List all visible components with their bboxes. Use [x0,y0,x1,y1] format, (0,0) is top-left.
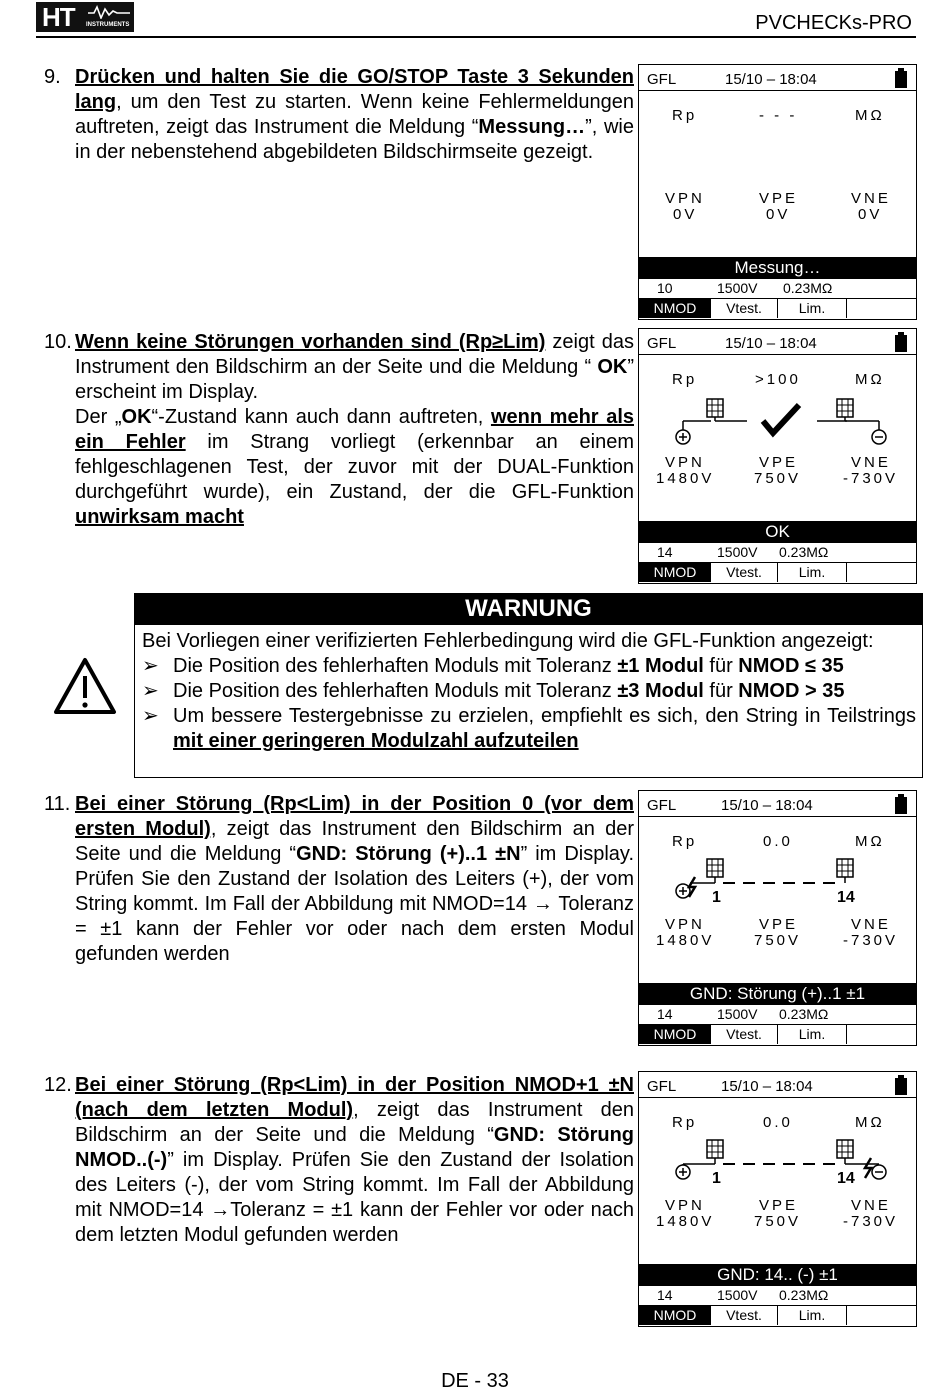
string-diagram-fault-minus [639,1072,918,1202]
datetime-label: 15/10 – 18:04 [725,71,817,88]
minus-terminal-icon [872,1165,886,1179]
check-icon [763,405,799,433]
rp-unit: MΩ [855,1114,885,1131]
rp-value: 0.0 [763,1114,793,1131]
vpe-value: 750V [754,470,802,487]
mode-label: GFL [647,1078,677,1095]
rp-value: >100 [755,371,801,388]
arrow-bullet-icon: ➢ [142,705,159,727]
vtest-value: 1500V [717,544,758,560]
string-diagram-fault-plus [639,791,918,921]
vtest-softkey[interactable]: Vtest. [711,299,778,318]
vne-value: 0V [858,206,883,223]
step-11 [44,792,634,967]
rp-label: Rp [672,371,698,388]
step-number: 11. [44,793,71,815]
lim-softkey[interactable]: Lim. [778,299,847,318]
warning-item: ➢ Um bessere Testergebnisse zu erzielen, empfiehlt es sich, den String in Teilstrings mit einer geringeren Modulzahl aufzuteilen [142,705,916,752]
rp-unit: MΩ [855,107,885,124]
vne-value: -730V [843,1213,899,1230]
pv-module-icon [837,859,853,883]
vpe-value: 750V [754,932,802,949]
rp-label: Rp [672,1114,698,1131]
pv-module-icon [837,1140,853,1164]
nmod-value: 14 [657,1006,673,1022]
pv-module-icon [707,399,723,421]
logo-subtitle: INSTRUMENTS [86,22,130,28]
rp-value: 0.0 [763,833,793,850]
instrument-screen-ok [638,328,917,584]
screen-header [639,65,916,91]
pv-module-icon [837,399,853,421]
status-message: GND: 14.. (-) ±1 [639,1264,916,1285]
vne-label: VNE [851,916,891,933]
lim-value: 0.23MΩ [779,1006,829,1022]
function-keys [639,1024,916,1045]
mode-label: GFL [647,335,677,352]
logo-text: HT [42,2,75,32]
warning-box [134,625,923,778]
rp-unit: MΩ [855,371,885,388]
vtest-value: 1500V [717,1287,758,1303]
vpn-value: 1480V [656,470,715,487]
status-message: Messung… [639,257,916,278]
status-message: OK [639,521,916,542]
rp-value: - - - [759,107,798,124]
nmod-value: 14 [657,544,673,560]
vpe-label: VPE [759,190,799,207]
lim-softkey[interactable]: Lim. [778,1025,847,1044]
step-9 [44,65,634,165]
waveform-icon [88,5,130,19]
nmod-value: 10 [657,280,673,296]
datetime-label: 15/10 – 18:04 [721,1078,813,1095]
first-module-number: 1 [712,889,721,906]
ht-logo [36,2,134,32]
vtest-softkey[interactable]: Vtest. [711,563,778,582]
vpn-label: VPN [665,1197,705,1214]
vpn-value: 1480V [656,932,715,949]
vtest-softkey[interactable]: Vtest. [711,1306,778,1325]
lim-softkey[interactable]: Lim. [778,563,847,582]
minus-terminal-icon [872,430,886,444]
pv-module-icon [707,1140,723,1164]
vtest-value: 1500V [717,280,758,296]
instrument-screen-fault-plus [638,790,917,1046]
nmod-softkey[interactable]: NMOD [639,299,711,318]
vpn-value: 0V [673,206,698,223]
vpn-label: VPN [665,454,705,471]
nmod-softkey[interactable]: NMOD [639,1025,711,1044]
rp-label: Rp [672,107,698,124]
function-keys [639,562,916,583]
header-divider [36,36,916,38]
vtest-value: 1500V [717,1006,758,1022]
plus-terminal-icon [676,1165,690,1179]
parameter-row [639,1004,916,1024]
lim-softkey[interactable]: Lim. [778,1306,847,1325]
page-number: DE - 33 [441,1370,509,1392]
warning-item: ➢ Die Position des fehlerhaften Moduls mit Toleranz ±1 Modul für NMOD ≤ 35 [142,655,844,677]
warning-item: ➢ Die Position des fehlerhaften Moduls mit Toleranz ±3 Modul für NMOD > 35 [142,680,845,702]
vne-label: VNE [851,1197,891,1214]
datetime-label: 15/10 – 18:04 [721,797,813,814]
vne-label: VNE [851,190,891,207]
battery-icon [894,68,908,88]
vpn-value: 1480V [656,1213,715,1230]
lim-value: 0.23MΩ [779,544,829,560]
nmod-softkey[interactable]: NMOD [639,1306,711,1325]
vpe-label: VPE [759,1197,799,1214]
vne-value: -730V [843,932,899,949]
vtest-softkey[interactable]: Vtest. [711,1025,778,1044]
instrument-screen-fault-minus [638,1071,917,1327]
lim-value: 0.23MΩ [783,280,833,296]
lim-value: 0.23MΩ [779,1287,829,1303]
vne-label: VNE [851,454,891,471]
warning-title: WARNUNG [134,593,923,625]
step-10 [44,330,634,530]
arrow-bullet-icon: ➢ [142,680,159,702]
arrow-bullet-icon: ➢ [142,655,159,677]
mode-label: GFL [647,797,677,814]
vpn-label: VPN [665,916,705,933]
plus-terminal-icon [676,884,690,898]
step-text: Bei einer Störung (Rp<Lim) in der Position 0 (vor dem ersten Modul), zeigt das Instrument den Bildschirm an der Seite und die Meldung “GND: Störung (+)..1 ±N” im Display. Prüfen Sie den Zustand der Isolation des Leiters (+), der vom String kommt. Im Fall der Abbildung mit NMOD=14 → Toleranz = ±1 kann der Fehler vor oder nach dem ersten Modul gefunden werden [75,793,635,965]
last-module-number: 14 [837,889,855,906]
nmod-softkey[interactable]: NMOD [639,563,711,582]
step-text: Bei einer Störung (Rp<Lim) in der Position NMOD+1 ±N (nach dem letzten Modul), zeigt das Instrument den Bildschirm an der Seite und die Meldung “GND: Störung NMOD..(-)” im Display. Prüfen Sie den Zustand der Isolation des Leiters (-), der vom String kommt. Im Fall der Abbildung mit NMOD=14 →Toleranz = ±1 kann der Fehler vor oder nach dem letzten Modul gefunden werden [75,1074,634,1246]
document-title: PVCHECKs-PRO [755,12,912,34]
datetime-label: 15/10 – 18:04 [725,335,817,352]
plus-terminal-icon [676,430,690,444]
function-keys [639,298,916,319]
vpn-label: VPN [665,190,705,207]
vpe-value: 750V [754,1213,802,1230]
rp-unit: MΩ [855,833,885,850]
warning-triangle-icon [52,656,118,716]
fault-lightning-icon [689,877,695,897]
vne-value: -730V [843,470,899,487]
parameter-row [639,542,916,562]
string-diagram-ok [639,329,918,459]
nmod-value: 14 [657,1287,673,1303]
parameter-row [639,1285,916,1305]
status-message: GND: Störung (+)..1 ±1 [639,983,916,1004]
vpe-label: VPE [759,916,799,933]
function-keys [639,1305,916,1326]
first-module-number: 1 [712,1170,721,1187]
rp-label: Rp [672,833,698,850]
step-number: 12. [44,1074,72,1096]
step-12 [44,1073,634,1248]
parameter-row [639,278,916,298]
last-module-number: 14 [837,1170,855,1187]
step-text: Wenn keine Störungen vorhanden sind (Rp≥Lim) zeigt das Instrument den Bildschirm an der Seite und die Meldung “ OK” erscheint im Display. Der „OK“-Zustand kann auch dann auftreten, wenn mehr als ein Fehler im Strang vorliegt (erkennbar an einem fehlgeschlagenen Test, der zuvor mit der DUAL-Funktion durchgeführt wurde), ein Zustand, der die GFL-Funktion unwirksam macht [75,331,634,528]
mode-label: GFL [647,71,677,88]
step-number: 9. [44,66,61,88]
step-number: 10. [44,331,72,353]
fault-lightning-icon [865,1158,871,1178]
instrument-screen-measuring [638,64,917,320]
vpe-value: 0V [766,206,791,223]
step-text: Drücken und halten Sie die GO/STOP Taste 3 Sekunden lang, um den Test zu starten. Wenn keine Fehlermeldungen auftreten, zeigt das Instrument die Meldung “Messung…”, wie in der nebenstehend abgebildeten Bildschirmseite gezeigt. [75,66,634,163]
pv-module-icon [707,859,723,883]
warning-intro: Bei Vorliegen einer verifizierten Fehlerbedingung wird die GFL-Funktion angezeigt: [142,630,874,652]
vpe-label: VPE [759,454,799,471]
